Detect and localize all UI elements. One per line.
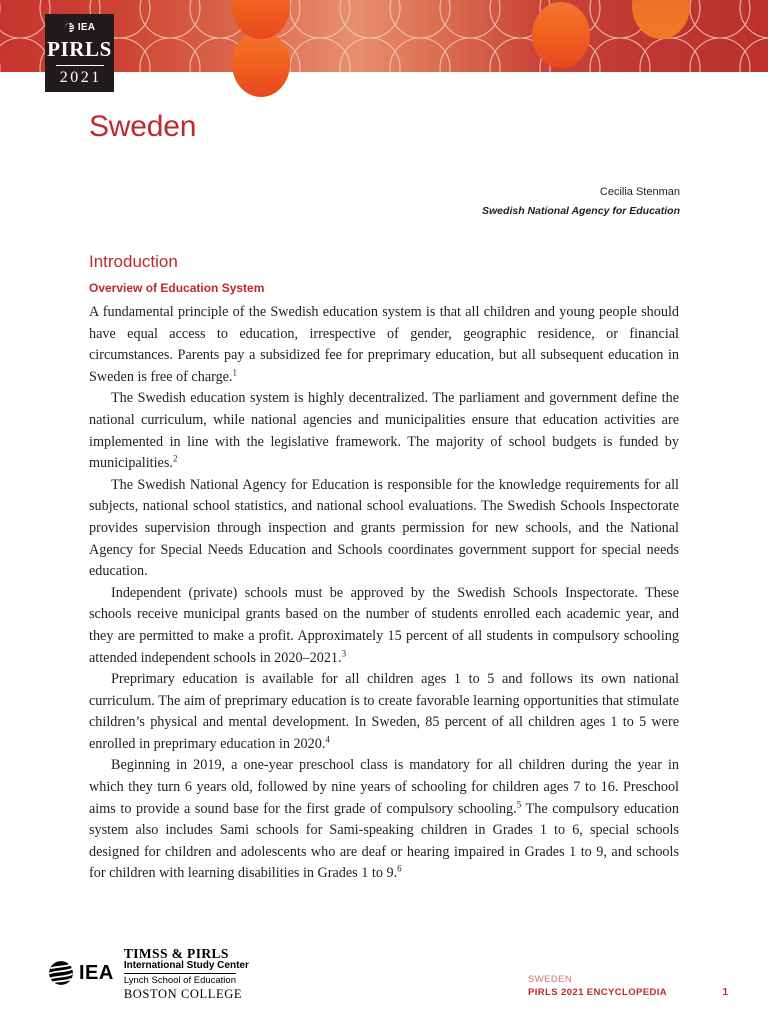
isc-line-timss-pirls: TIMSS & PIRLS	[123, 945, 229, 961]
footnote-ref-6: 6	[397, 863, 402, 874]
paragraph-4-text: Independent (private) schools must be approved by the Swedish Schools Inspectorate. These schools receive municipal grants based on the number of students enrolled each academic year, and they are permitted to make a profit. Approximately 15 percent of all students in compulsory schooling attended independent schools in 2020–2021.	[89, 584, 679, 666]
banner-bottom-mask	[0, 72, 768, 110]
paragraph-5-text: Preprimary education is available for all children ages 1 to 5 and follows its own national curriculum. The aim of preprimary education is to create favorable learning opportunities that stimulate children’s physical and mental development. In Sweden, 85 percent of all children ages 1 to 5 were enrolled in preprimary education in 2020.	[89, 671, 679, 752]
page-title: Sweden	[89, 110, 197, 143]
logo-divider	[56, 65, 104, 66]
iea-globe-icon	[48, 960, 74, 986]
isc-divider	[124, 973, 236, 974]
page-number: 1	[722, 987, 728, 998]
footer-country: SWEDEN	[528, 974, 573, 985]
article-body	[89, 252, 679, 885]
footer-encyclopedia-title: PIRLS 2021 ENCYCLOPEDIA	[528, 987, 668, 998]
footer-iea-text: IEA	[79, 962, 114, 985]
paragraph-6-text-a: Beginning in 2019, a one-year preschool class is mandatory for all children during the year in which they turn 6 years old, followed by nine years of schooling for children ages 7 to 16. Preschool aims to provide a sound base for the first grade of compulsory schooling.	[89, 757, 679, 817]
paragraph-6	[89, 755, 679, 885]
paragraph-1	[89, 302, 679, 388]
paragraph-2-text: The Swedish education system is highly decentralized. The parliament and government define the national curriculum, while national agencies and municipalities ensure that education activities are implemented in line with the legislative framework. The majority of school budgets is funded by municipalities.	[89, 390, 679, 472]
paragraph-3-text: The Swedish National Agency for Education is responsible for the knowledge requirements for all subjects, national school statistics, and national school evaluations. The Swedish Schools Inspectorate provides supervision through inspection and grants permission for new schools, and the National Agency for Special Needs Education and Schools coordinates government support for special needs education.	[89, 476, 679, 580]
logo-iea-text: IEA	[77, 22, 96, 33]
footer-logos	[48, 947, 249, 1001]
paragraph-5	[89, 669, 679, 755]
subsection-heading-overview: Overview of Education System	[89, 281, 265, 295]
footnote-ref-5: 5	[516, 798, 522, 809]
logo-iea-row	[64, 20, 95, 35]
footer-encyclopedia-row	[528, 986, 728, 1000]
paragraph-1-text: A fundamental principle of the Swedish education system is that all children and young people should have equal access to education, irrespective of gender, geographic residence, or financial circumstances. Parents pay a subsidized fee for preprimary education, but all subsequent education in Sweden is free of charge.	[89, 304, 679, 385]
pirls-logo	[45, 14, 114, 92]
paragraph-2	[89, 388, 679, 474]
footnote-ref-4: 4	[325, 734, 330, 745]
paragraph-6-connector: The compulsory	[521, 800, 624, 817]
logo-year: 2021	[59, 69, 102, 86]
isc-line-study-center: International Study Center	[123, 960, 249, 971]
isc-line-boston-college: BOSTON COLLEGE	[123, 986, 243, 1001]
footer-iea-logo	[48, 960, 114, 986]
footnote-ref-1: 1	[232, 367, 238, 378]
footnote-ref-3: 3	[341, 647, 347, 658]
paragraph-6-text-b: education system also includes Sami schools for Sami-speaking children in Grades 1 to 6, special schools designed for children and adolescents who are deaf or hearing impaired in Grades 1 to 9, and schools for children with learning disabilities in Grades 1 to 9.	[89, 800, 679, 882]
paragraph-4	[89, 583, 679, 669]
iea-globe-icon	[64, 22, 75, 33]
header-banner	[0, 0, 768, 72]
author-affiliation: Swedish National Agency for Education	[482, 205, 680, 217]
timss-pirls-isc-logo	[124, 947, 249, 1001]
footer-meta	[528, 973, 728, 1000]
logo-study-name: PIRLS	[47, 37, 112, 61]
section-heading-introduction: Introduction	[89, 252, 178, 271]
isc-line-lynch-school: Lynch School of Education	[123, 975, 236, 986]
author-name: Cecilia Stenman	[599, 186, 680, 198]
byline	[260, 184, 680, 219]
banner-pattern	[0, 0, 768, 110]
footnote-ref-2: 2	[172, 453, 178, 464]
paragraph-3	[89, 475, 679, 583]
